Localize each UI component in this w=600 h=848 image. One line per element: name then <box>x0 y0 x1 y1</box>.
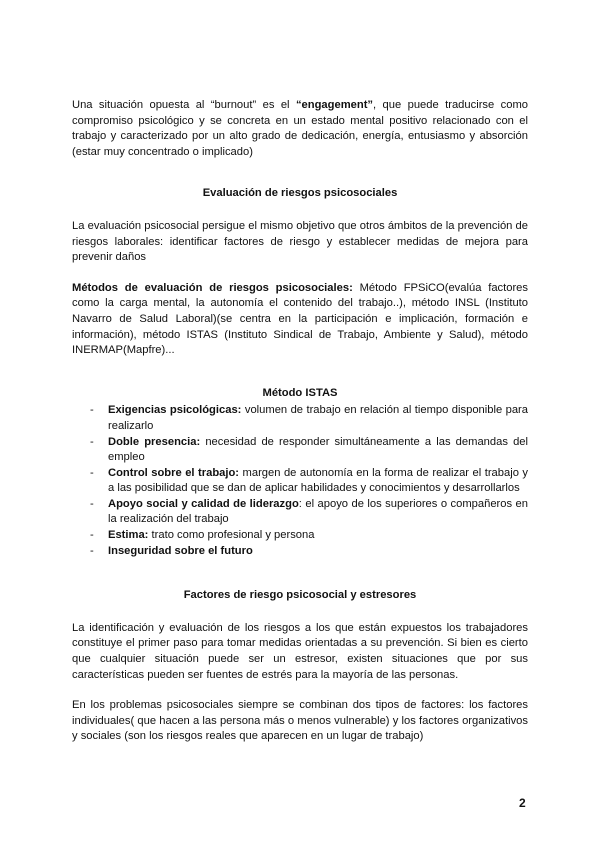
list-item <box>72 403 528 434</box>
page-number: 2 <box>519 796 526 810</box>
list-item <box>72 544 528 560</box>
list-item-desc: necesidad de responder simultáneamente a las demandas del empleo <box>108 435 528 464</box>
list-item-desc: trato como profesional y persona <box>148 529 315 542</box>
dash-bullet: - <box>90 466 94 479</box>
list-item <box>72 528 528 544</box>
list-item-desc: : el apoyo de los superiores o compañeros en la realización del trabajo <box>108 497 528 526</box>
list-item-term: Control sobre el trabajo: <box>108 466 240 479</box>
dash-bullet: - <box>90 497 94 510</box>
list-item-desc: volumen de trabajo en relación al tiempo disponible para realizarlo <box>108 404 529 432</box>
list-item-term: Doble presencia: <box>108 435 201 448</box>
document-page <box>72 98 528 745</box>
metodos-text: Método FPSiCO(evalúa factores como la carga mental, la autonomía el contenido del trabajo..), método INSL (Instituto Navarro de Salud Laboral)(se centra en la participación e implicación, formación e información), método ISTAS (Instituto Sindical de Trabajo, Ambiente y Salud), método INERMAP(Mapfre)... <box>72 281 529 357</box>
metodos-label: Métodos de evaluación de riesgos psicosociales: <box>72 281 353 294</box>
evaluacion-paragraph: La evaluación psicosocial persigue el mismo objetivo que otros ámbitos de la prevención de riesgos laborales: identificar factores de riesgo y establecer medidas de mejora para prevenir daños <box>72 219 528 264</box>
list-item <box>72 466 528 497</box>
list-item-term: Apoyo social y calidad de liderazgo <box>108 497 299 510</box>
list-item-desc: margen de autonomía en la forma de realizar el trabajo y a las posibilidad que se dan de aplicar habilidades y conocimientos y desarrollarlos <box>108 466 528 495</box>
section-heading-istas: Método ISTAS <box>262 386 338 399</box>
dash-bullet: - <box>90 435 94 448</box>
dash-bullet: - <box>90 404 94 417</box>
list-item <box>72 497 528 528</box>
engagement-term: “engagement” <box>295 99 374 111</box>
factores-paragraph-1: La identificación y evaluación de los riesgos a los que están expuestos los trabajadores constituye el primer paso para tomar medidas orientadas a su prevención. Si bien es cierto que cualquier situación puede ser un estresor, existen situaciones que por sus características pueden ser fuentes de estrés para la mayoría de las personas. <box>72 621 528 681</box>
list-item-term: Exigencias psicológicas: <box>108 404 242 417</box>
section-heading-factores: Factores de riesgo psicosocial y estresores <box>183 589 417 602</box>
istas-list <box>72 403 528 559</box>
dash-bullet: - <box>90 529 94 542</box>
dash-bullet: - <box>90 544 94 557</box>
metodos-paragraph <box>72 281 528 359</box>
list-item <box>72 435 528 466</box>
section-heading-evaluacion: Evaluación de riesgos psicosociales <box>202 187 398 200</box>
intro-text-start: Una situación opuesta al “burnout” es el <box>72 99 296 111</box>
list-item-term: Inseguridad sobre el futuro <box>108 544 253 557</box>
factores-paragraph-2: En los problemas psicosociales siempre se combinan dos tipos de factores: los factores individuales( que hacen a las persona más o menos vulnerable) y los factores organizativos y sociales (son los riesgos reales que aparecen en un lugar de trabajo) <box>72 699 528 743</box>
intro-paragraph <box>72 98 528 160</box>
list-item-term: Estima: <box>108 529 149 542</box>
intro-text-end: , que puede traducirse como compromiso psicológico y se concreta en un estado mental positivo relacionado con el trabajo y caracterizado por un alto grado de dedicación, energía, entusiasmo y absorción (estar muy concentrado o implicado) <box>72 99 529 158</box>
